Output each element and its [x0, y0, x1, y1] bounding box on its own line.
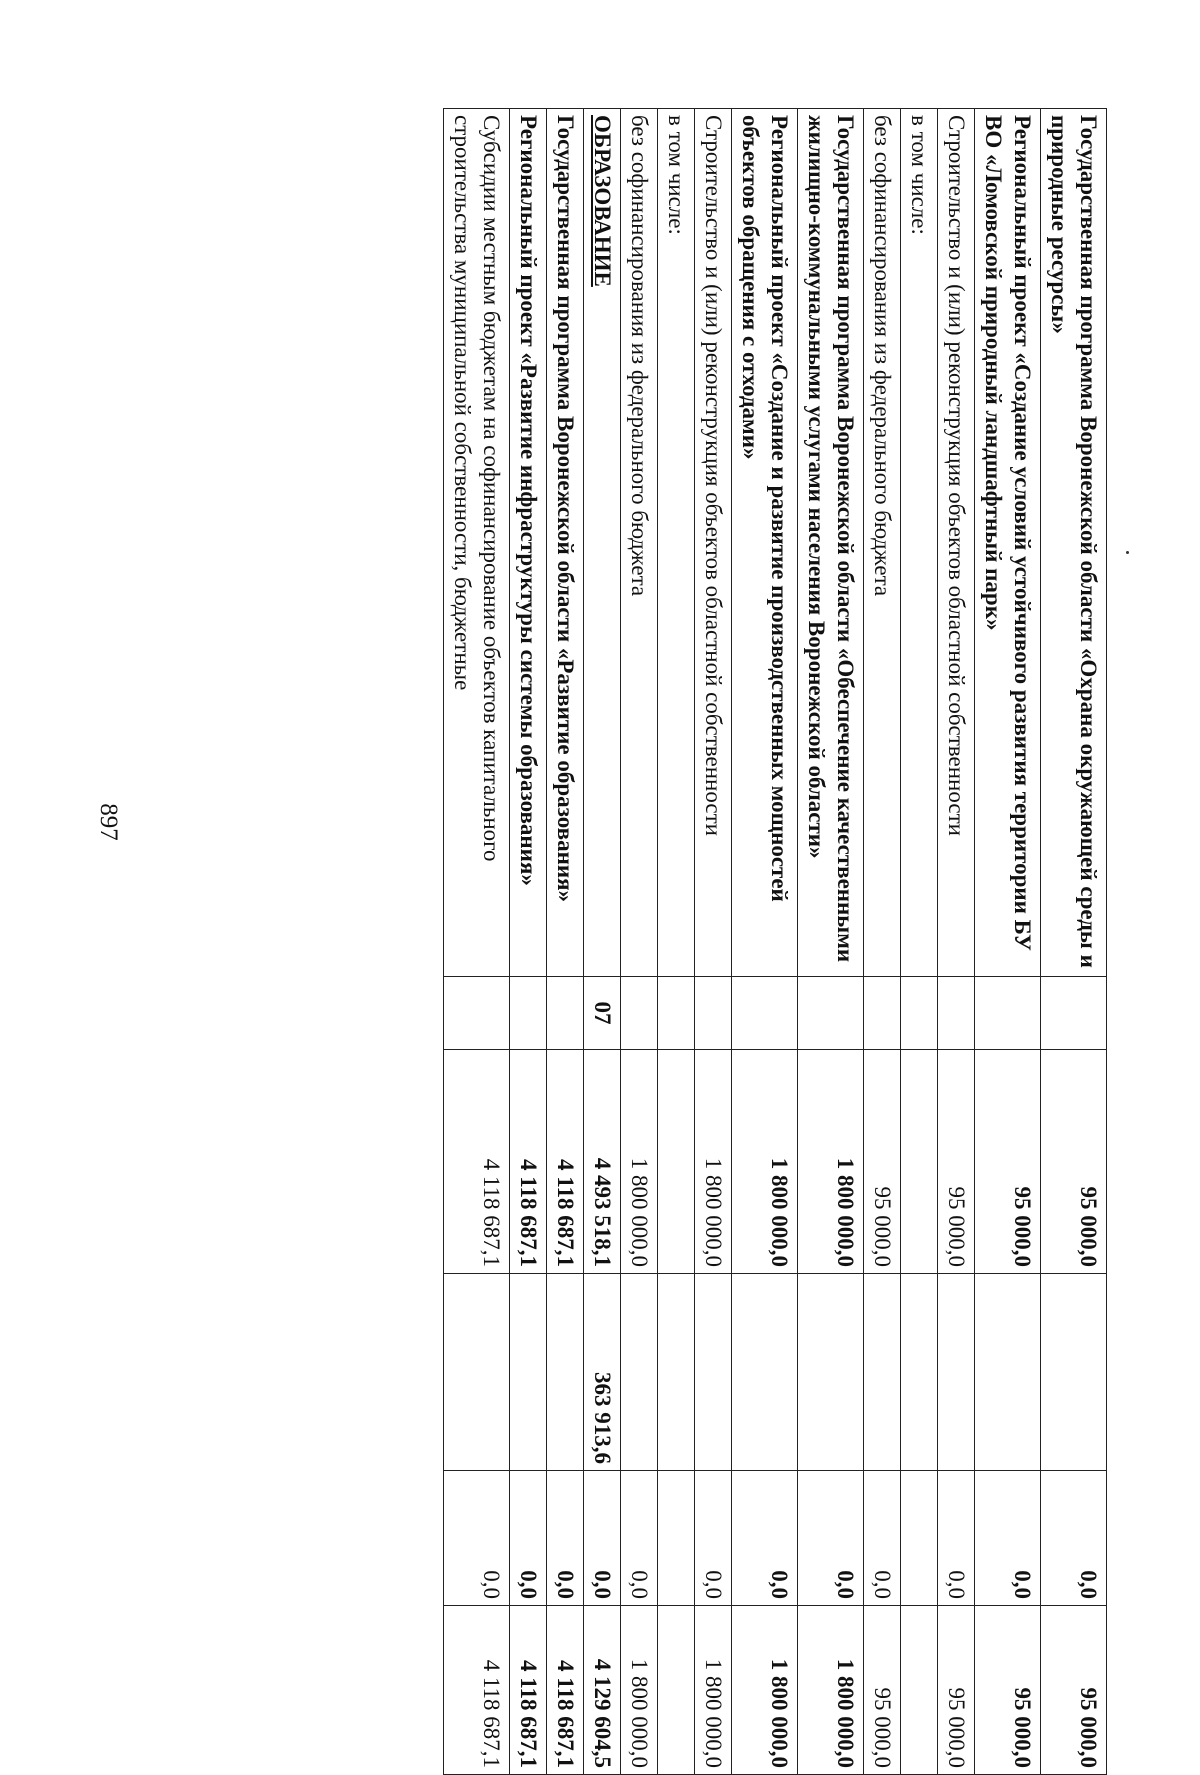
col5-cell: 0,0 [1041, 1471, 1107, 1606]
table-row [798, 109, 864, 1775]
regional-funds-cell: 95 000,0 [938, 1606, 975, 1775]
section-code-cell [658, 977, 695, 1050]
table-row [938, 109, 975, 1775]
row-name-cell: без софинансирования из федерального бюджета [864, 109, 901, 977]
regional-funds-cell: 95 000,0 [864, 1606, 901, 1775]
total-cell: 4 493 518,1 [584, 1050, 621, 1274]
col5-cell: 0,0 [798, 1471, 864, 1606]
regional-funds-cell: 4 129 604,5 [584, 1606, 621, 1775]
section-code-cell [1041, 977, 1107, 1050]
col5-cell: 0,0 [975, 1471, 1041, 1606]
table-row [547, 109, 584, 1775]
row-name-cell: Государственная программа Воронежской области «Обеспечение качественными жилищно-коммунальными услугами населения Воронежской области» [798, 109, 864, 977]
row-name-cell: Государственная программа Воронежской области «Охрана окружающей среды и природные ресурсы» [1041, 109, 1107, 977]
regional-funds-cell: 4 118 687,1 [547, 1606, 584, 1775]
federal-funds-cell [621, 1274, 658, 1471]
regional-funds-cell: 1 800 000,0 [732, 1606, 798, 1775]
section-code-cell [444, 977, 510, 1050]
regional-funds-cell: 95 000,0 [975, 1606, 1041, 1775]
federal-funds-cell [864, 1274, 901, 1471]
section-code-cell [547, 977, 584, 1050]
table-row [658, 109, 695, 1775]
total-cell: 4 118 687,1 [510, 1050, 547, 1274]
col5-cell [658, 1471, 695, 1606]
total-cell: 95 000,0 [975, 1050, 1041, 1274]
rotated-table-container [207, 108, 1107, 1768]
regional-funds-cell [901, 1606, 938, 1775]
table-row [864, 109, 901, 1775]
row-name-cell: Строительство и (или) реконструкция объектов областной собственности [695, 109, 732, 977]
total-cell: 4 118 687,1 [547, 1050, 584, 1274]
section-code-cell [901, 977, 938, 1050]
budget-table [443, 108, 1107, 1775]
col5-cell: 0,0 [547, 1471, 584, 1606]
col5-cell: 0,0 [621, 1471, 658, 1606]
row-name-cell: без софинансирования из федерального бюджета [621, 109, 658, 977]
table-row [510, 109, 547, 1775]
row-name-cell: Государственная программа Воронежской области «Развитие образования» [547, 109, 584, 977]
regional-funds-cell [658, 1606, 695, 1775]
section-code-cell [864, 977, 901, 1050]
federal-funds-cell [798, 1274, 864, 1471]
table-row [444, 109, 510, 1775]
col5-cell: 0,0 [444, 1471, 510, 1606]
row-name-cell: в том числе: [901, 109, 938, 977]
federal-funds-cell [901, 1274, 938, 1471]
total-cell: 1 800 000,0 [732, 1050, 798, 1274]
federal-funds-cell [732, 1274, 798, 1471]
row-name-cell: Субсидии местным бюджетам на софинансирование объектов капитального строительства муниципальной собственности, бюджетные [444, 109, 510, 977]
col5-cell [901, 1471, 938, 1606]
federal-funds-cell [658, 1274, 695, 1471]
col5-cell: 0,0 [510, 1471, 547, 1606]
col5-cell: 0,0 [732, 1471, 798, 1606]
federal-funds-cell [510, 1274, 547, 1471]
section-code-cell [975, 977, 1041, 1050]
section-code-cell [510, 977, 547, 1050]
regional-funds-cell: 4 118 687,1 [510, 1606, 547, 1775]
table-row [732, 109, 798, 1775]
row-name-cell: Строительство и (или) реконструкция объектов областной собственности [938, 109, 975, 977]
section-code-cell [695, 977, 732, 1050]
federal-funds-cell [938, 1274, 975, 1471]
total-cell: 1 800 000,0 [695, 1050, 732, 1274]
row-name-cell: ОБРАЗОВАНИЕ [584, 109, 621, 977]
section-code-cell [621, 977, 658, 1050]
total-cell [658, 1050, 695, 1274]
total-cell [901, 1050, 938, 1274]
table-row [975, 109, 1041, 1775]
total-cell: 4 118 687,1 [444, 1050, 510, 1274]
federal-funds-cell [547, 1274, 584, 1471]
col5-cell: 0,0 [938, 1471, 975, 1606]
col5-cell: 0,0 [584, 1471, 621, 1606]
federal-funds-cell [975, 1274, 1041, 1471]
total-cell: 95 000,0 [864, 1050, 901, 1274]
table-row [621, 109, 658, 1775]
federal-funds-cell [1041, 1274, 1107, 1471]
row-name-cell: Региональный проект «Создание и развитие производственных мощностей объектов обращения с отходами» [732, 109, 798, 977]
section-code-cell: 07 [584, 977, 621, 1050]
table-row [695, 109, 732, 1775]
col5-cell: 0,0 [864, 1471, 901, 1606]
total-cell: 1 800 000,0 [798, 1050, 864, 1274]
page-number: 897 [95, 803, 122, 841]
federal-funds-cell [444, 1274, 510, 1471]
total-cell: 95 000,0 [1041, 1050, 1107, 1274]
section-code-cell [732, 977, 798, 1050]
row-name-cell: Региональный проект «Развитие инфраструктуры системы образования» [510, 109, 547, 977]
table-row [1041, 109, 1107, 1775]
row-name-cell: в том числе: [658, 109, 695, 977]
row-name-cell: Региональный проект «Создание условий устойчивого развития территории БУ ВО «Ломовской природный ландшафтный парк» [975, 109, 1041, 977]
scan-speck [1126, 551, 1129, 554]
section-code-cell [938, 977, 975, 1050]
section-code-cell [798, 977, 864, 1050]
regional-funds-cell: 1 800 000,0 [621, 1606, 658, 1775]
regional-funds-cell: 1 800 000,0 [695, 1606, 732, 1775]
col5-cell: 0,0 [695, 1471, 732, 1606]
regional-funds-cell: 1 800 000,0 [798, 1606, 864, 1775]
table-row [901, 109, 938, 1775]
regional-funds-cell: 4 118 687,1 [444, 1606, 510, 1775]
total-cell: 1 800 000,0 [621, 1050, 658, 1274]
total-cell: 95 000,0 [938, 1050, 975, 1274]
federal-funds-cell: 363 913,6 [584, 1274, 621, 1471]
federal-funds-cell [695, 1274, 732, 1471]
regional-funds-cell: 95 000,0 [1041, 1606, 1107, 1775]
table-row [584, 109, 621, 1775]
